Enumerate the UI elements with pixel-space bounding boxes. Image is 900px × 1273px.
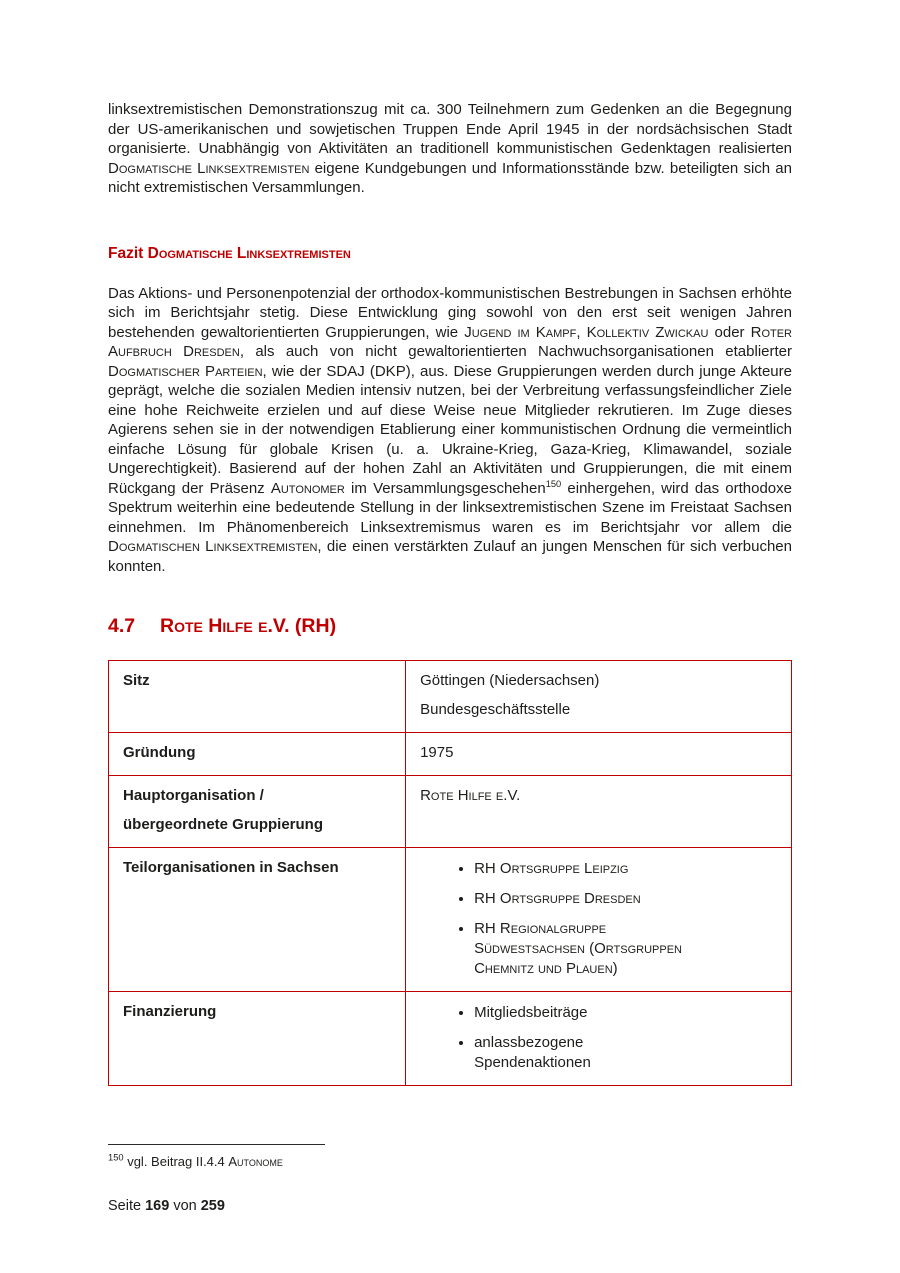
table-row (109, 661, 792, 733)
bullet-item (474, 919, 777, 979)
text-segment: , als auch von nicht gewaltorientierten Nachwuchsorganisationen etablierter (239, 343, 793, 360)
table-label-cell (109, 992, 406, 1086)
text-segment: Kollektiv Zwickau (586, 323, 709, 341)
text-segment: Das Aktions- und Personenpotenzial der orthodox-kommunistischen Bestrebungen in Sachsen erhöhte sich im Berichtsjahr stetig. Diese Entwicklung ging sowohl von den erst seit wenigen Jahren bestehenden gewaltorientierten Gruppierungen, wie (108, 284, 792, 341)
text-segment: , wie der SDAJ (DKP), aus. Diese Gruppierungen werden durch junge Akteure geprägt, welche die sozialen Medien intensiv nutzen, bei der Verbreitung verfassungsfeindlicher Ziele eine hohe Reichweite erzielen und auf diese Weise neue Mitglieder rekrutieren. Im Zuge dieses Agierens sehen sie in der notwendigen Etablierung einer kommunistischen Ordnung die vermeintlich einfache Lösung für globale Krisen (u. a. Ukraine-Krieg, Gaza-Krieg, Klimawandel, soziale Ungerechtigkeit). Basierend auf der hohen Zahl an Aktivitäten und Gruppierungen, die mit einem Rückgang der Präsenz (108, 362, 792, 497)
footnote-separator-rule (108, 1144, 325, 1145)
text-segment: Seite (108, 1198, 146, 1214)
text-segment: RH Ortsgruppe Dresden (474, 890, 641, 907)
text-segment: linksextremistischen Demonstrationszug mit ca. 300 Teilnehmern zum Gedenken an die Begegnung der US-amerikanischen und sowjetischen Truppen Ende April 1945 in der nordsächsischen Stadt organisierte. Unabhängig von Aktivitäten an traditionell kommunistischen Gedenktagen realisierten (108, 101, 792, 157)
table-value-line (420, 743, 777, 763)
text-segment: vgl. Beitrag II.4.4 (123, 1154, 229, 1169)
text-segment: , die einen verstärkten Zulauf an jungen Menschen für sich verbuchen konnten. (108, 538, 792, 575)
text-segment: RH Regionalgruppe (474, 920, 607, 937)
text-segment: Dogmatischen Linksextremisten (108, 538, 318, 555)
text-segment: 259 (200, 1198, 225, 1214)
fazit-paragraph (108, 284, 792, 577)
text-segment: von (169, 1198, 201, 1214)
text-segment: Rote Hilfe e.V. (420, 787, 521, 804)
text-segment: anlassbezogene (474, 1034, 584, 1051)
text-segment: Fazit (108, 244, 148, 262)
table-label-line: Hauptorganisation / (123, 787, 264, 804)
table-label-line: übergeordnete Gruppierung (123, 816, 324, 833)
text-segment: RH Ortsgruppe Leipzig (474, 860, 629, 877)
text-segment: 1975 (420, 744, 454, 761)
bullet-list (420, 859, 777, 979)
text-segment: Autonomer (270, 479, 345, 497)
table-row (109, 776, 792, 848)
footnote-block (108, 1144, 792, 1170)
text-segment: Dogmatischer Parteien (108, 362, 263, 380)
table-value-cell (406, 661, 792, 733)
table-label-line: Finanzierung (123, 1003, 217, 1020)
table-value-cell (406, 992, 792, 1086)
page-number-footer (108, 1197, 792, 1215)
section-title (160, 614, 336, 638)
text-segment: einhergehen, wird das orthodoxe Spektrum weiterhin eine bedeutende Stellung in der linksextremistischen Szene im Freistaat Sachsen einnehmen. Im Phänomenbereich Linksextremismus waren es im Berichtsjahr vor allem die (108, 479, 792, 536)
footnote (108, 1153, 792, 1170)
text-segment: Bundesgeschäftsstelle (420, 701, 571, 718)
table-value-cell (406, 776, 792, 848)
table-row (109, 733, 792, 776)
text-segment: 150 (545, 478, 562, 489)
table-row (109, 992, 792, 1086)
fazit-heading (108, 244, 792, 264)
section-number: 4.7 (108, 615, 136, 637)
intro-paragraph (108, 100, 792, 198)
table-label-line: Gründung (123, 744, 196, 761)
text-segment: Göttingen (Niedersachsen) (420, 672, 600, 689)
text-segment: Spendenaktionen (474, 1054, 591, 1071)
text-segment: , (576, 323, 587, 341)
table-value-line (420, 700, 777, 720)
bullet-item (474, 859, 777, 879)
table-label-cell (109, 776, 406, 848)
table-label-line: Sitz (123, 672, 150, 689)
text-segment: Dogmatische Linksextremisten (147, 244, 351, 262)
text-segment: eigene Kundgebungen und Informationsstände bzw. beteiligten sich an nicht extremistischen Versammlungen. (108, 159, 792, 196)
text-segment: Rote Hilfe e.V. (160, 615, 290, 637)
text-segment: 169 (145, 1198, 170, 1214)
info-table (108, 660, 792, 1086)
table-label-cell (109, 733, 406, 776)
table-label-cell (109, 848, 406, 992)
table-label-line: Teilorganisationen in Sachsen (123, 859, 339, 876)
table-value-line (420, 786, 777, 806)
text-segment: Dogmatische Linksextremisten (108, 159, 310, 177)
info-table-body (109, 661, 792, 1086)
table-value-cell (406, 733, 792, 776)
section-heading (108, 614, 792, 638)
text-segment: 150 (108, 1152, 124, 1163)
text-segment: Südwestsachsen (Ortsgruppen (474, 940, 682, 957)
bullet-item (474, 889, 777, 909)
table-row (109, 848, 792, 992)
text-segment: Chemnitz und Plauen) (474, 960, 618, 977)
bullet-list (420, 1003, 777, 1073)
table-value-line (420, 671, 777, 691)
text-segment: (RH) (289, 615, 337, 637)
table-value-cell (406, 848, 792, 992)
text-segment: oder (708, 323, 751, 341)
text-segment: Jugend im Kampf (464, 323, 577, 341)
text-segment: Autonome (228, 1154, 283, 1169)
text-segment: im Versammlungsgeschehen (344, 479, 546, 497)
table-label-cell (109, 661, 406, 733)
text-segment: Mitgliedsbeiträge (474, 1004, 588, 1021)
bullet-item (474, 1003, 777, 1023)
text-segment: Roter Aufbruch Dresden (108, 323, 792, 360)
bullet-item (474, 1033, 777, 1073)
